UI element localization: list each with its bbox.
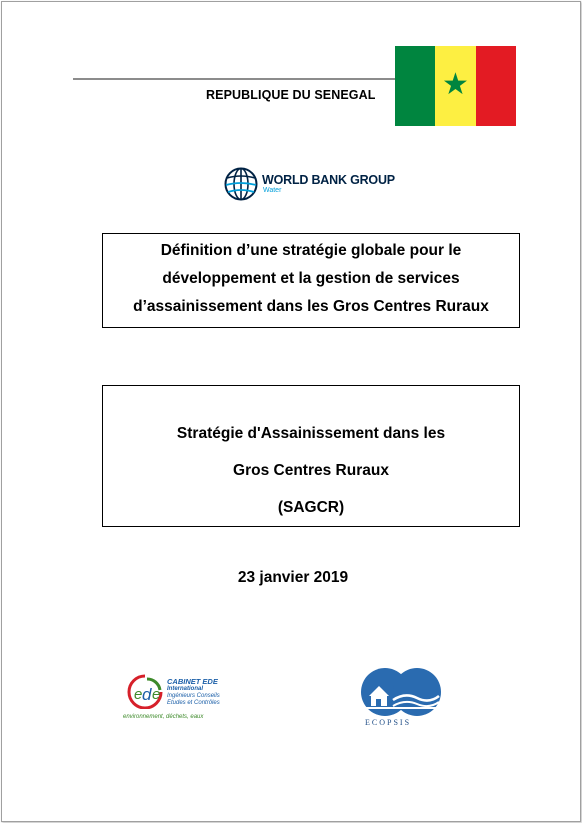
header-rule	[73, 78, 395, 80]
flag-band-green	[395, 46, 435, 126]
project-line: Définition d’une stratégie globale pour le	[160, 242, 462, 259]
project-line: d’assainissement dans les Gros Centres Ruraux	[133, 298, 489, 315]
project-box	[102, 233, 520, 328]
ede-sub: International	[167, 686, 204, 692]
flag-star-icon: ★	[442, 67, 469, 101]
document-date: 23 janvier 2019	[237, 569, 349, 586]
ecopsis-name: ECOPSIS	[365, 718, 412, 727]
svg-text:e: e	[134, 686, 143, 703]
ede-tagline: environnement, déchets, eaux	[123, 714, 204, 720]
title-line: Stratégie d'Assainissement dans les	[176, 425, 446, 442]
svg-text:e: e	[152, 686, 161, 703]
ecopsis-logo	[359, 666, 443, 732]
title-box	[102, 385, 520, 527]
svg-text:d: d	[142, 685, 152, 704]
cabinet-ede-logo	[123, 671, 253, 727]
ecopsis-mark-icon	[359, 666, 443, 718]
ede-line2: Etudes et Contrôles	[167, 700, 220, 706]
ede-line1: Ingénieurs Conseils	[167, 693, 220, 699]
globe-icon	[224, 167, 258, 201]
logo-subtitle: Water	[263, 187, 282, 194]
title-line: Gros Centres Ruraux	[233, 462, 389, 479]
senegal-flag	[395, 46, 516, 126]
document-page	[1, 1, 581, 822]
title-acronym: (SAGCR)	[277, 499, 345, 516]
logo-name: WORLD BANK GROUP	[262, 173, 395, 187]
country-name: REPUBLIQUE DU SENEGAL	[206, 88, 376, 102]
ede-name: CABINET EDE	[167, 677, 218, 686]
ede-mark-icon	[125, 673, 165, 709]
project-line: développement et la gestion de services	[162, 270, 460, 287]
world-bank-logo	[224, 167, 395, 201]
flag-band-red	[476, 46, 516, 126]
